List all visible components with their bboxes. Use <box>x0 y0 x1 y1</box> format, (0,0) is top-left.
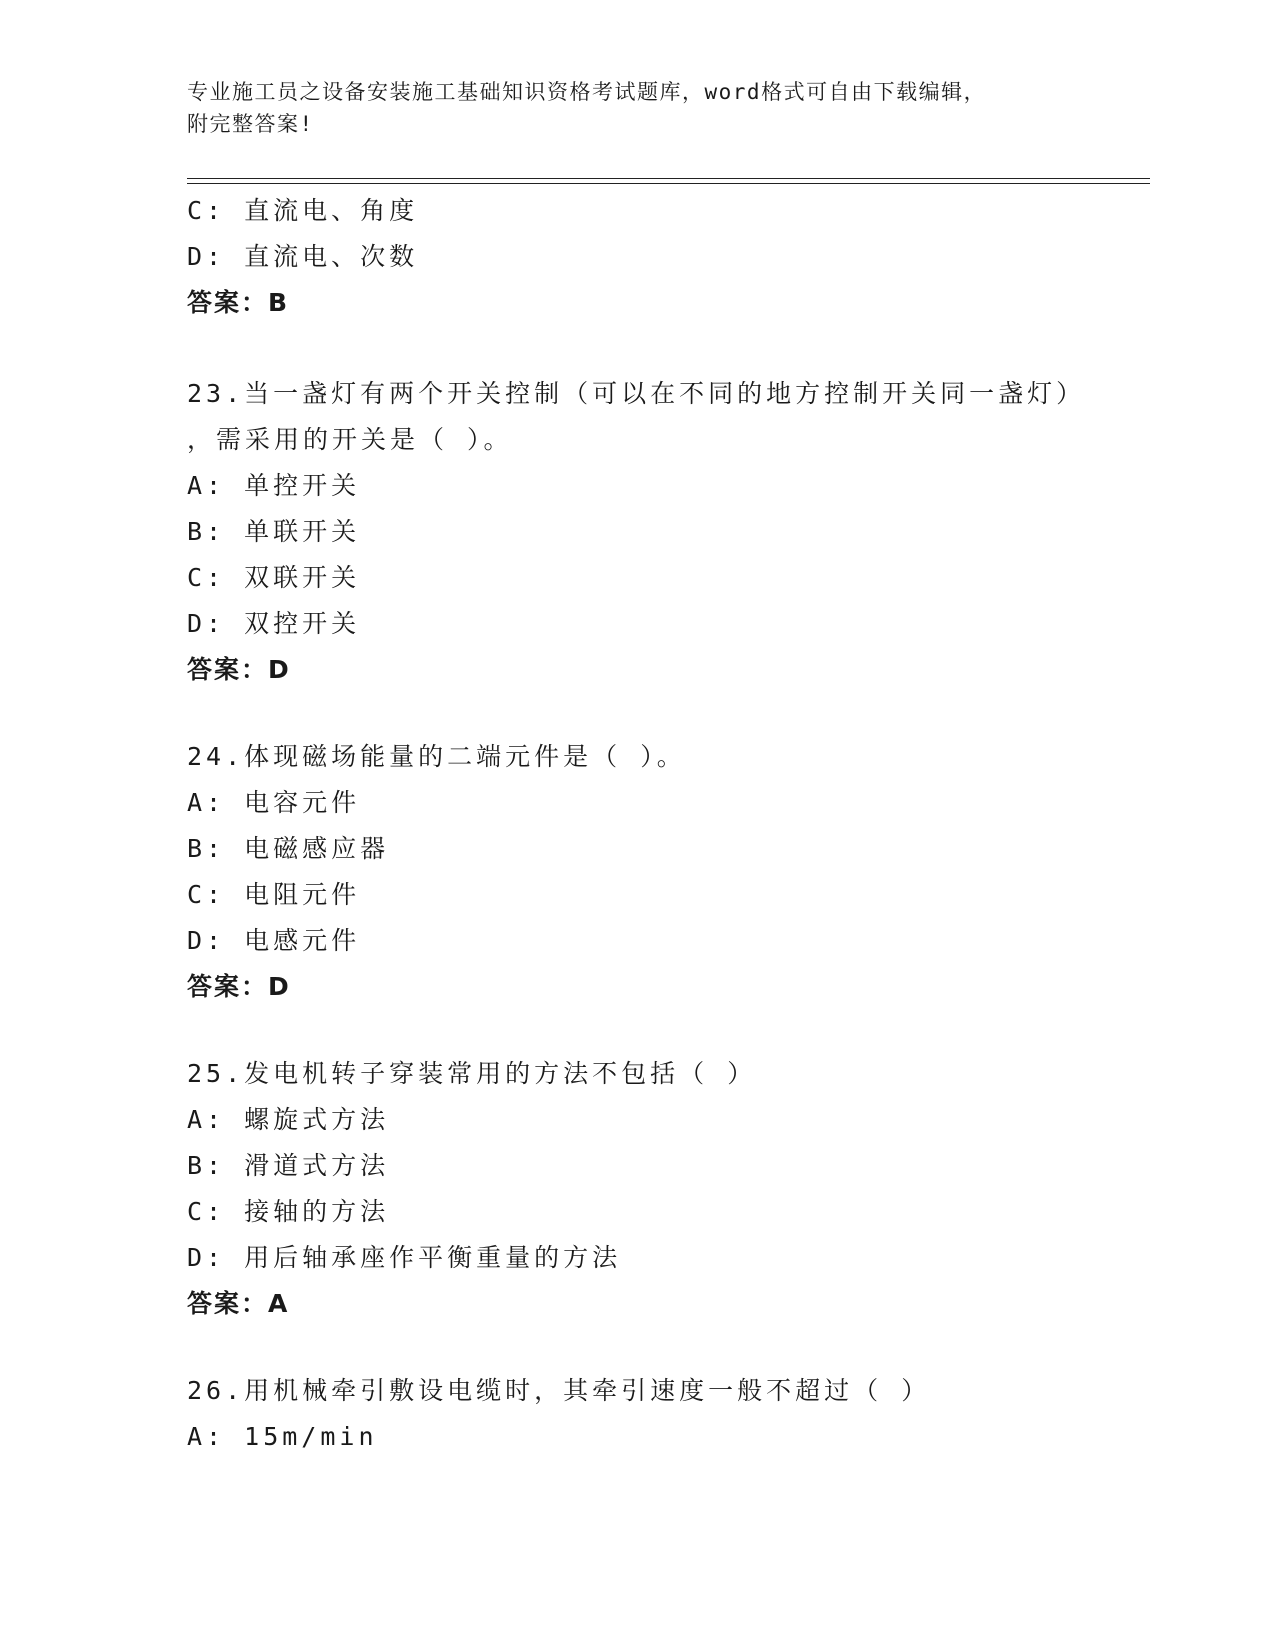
option-b: B: 电磁感应器 <box>187 834 390 863</box>
option-a: A: 15m/min <box>187 1422 378 1451</box>
header-divider-top <box>187 178 1150 179</box>
question-list <box>187 188 1150 1460</box>
answer-line: 答案：A <box>187 1289 290 1318</box>
question-23 <box>187 371 1150 693</box>
option-d: D: 用后轴承座作平衡重量的方法 <box>187 1243 622 1272</box>
option-c: C: 直流电、角度 <box>187 196 419 225</box>
document-header <box>187 76 1087 140</box>
spacer <box>187 1010 1150 1051</box>
question-stem: 23.当一盏灯有两个开关控制（可以在不同的地方控制开关同一盏灯） <box>187 379 1086 408</box>
option-a: A: 电容元件 <box>187 788 361 817</box>
spacer <box>187 693 1150 734</box>
question-stem: 25.发电机转子穿装常用的方法不包括（ ） <box>187 1059 757 1088</box>
option-a: A: 单控开关 <box>187 471 361 500</box>
option-b: B: 滑道式方法 <box>187 1151 390 1180</box>
option-d: D: 直流电、次数 <box>187 242 419 271</box>
question-stem-continued: ，需采用的开关是（ ）。 <box>187 425 513 454</box>
option-b: B: 单联开关 <box>187 517 361 546</box>
question-26 <box>187 1368 1150 1460</box>
option-c: C: 双联开关 <box>187 563 361 592</box>
header-title-line-1: 专业施工员之设备安装施工基础知识资格考试题库，word格式可自由下载编辑， <box>187 80 987 104</box>
spacer <box>187 1327 1150 1368</box>
question-stem: 24.体现磁场能量的二端元件是（ ）。 <box>187 742 686 771</box>
option-c: C: 电阻元件 <box>187 880 361 909</box>
option-a: A: 螺旋式方法 <box>187 1105 390 1134</box>
question-22-continued <box>187 188 1150 326</box>
answer-line: 答案：B <box>187 288 290 317</box>
header-title-line-2: 附完整答案! <box>187 112 314 136</box>
option-c: C: 接轴的方法 <box>187 1197 390 1226</box>
question-stem: 26.用机械牵引敷设电缆时，其牵引速度一般不超过（ ） <box>187 1376 931 1405</box>
header-divider-bottom <box>187 183 1150 184</box>
option-d: D: 双控开关 <box>187 609 361 638</box>
answer-line: 答案：D <box>187 655 291 684</box>
spacer <box>187 326 1150 371</box>
option-d: D: 电感元件 <box>187 926 361 955</box>
question-24 <box>187 734 1150 1010</box>
question-25 <box>187 1051 1150 1327</box>
answer-line: 答案：D <box>187 972 291 1001</box>
